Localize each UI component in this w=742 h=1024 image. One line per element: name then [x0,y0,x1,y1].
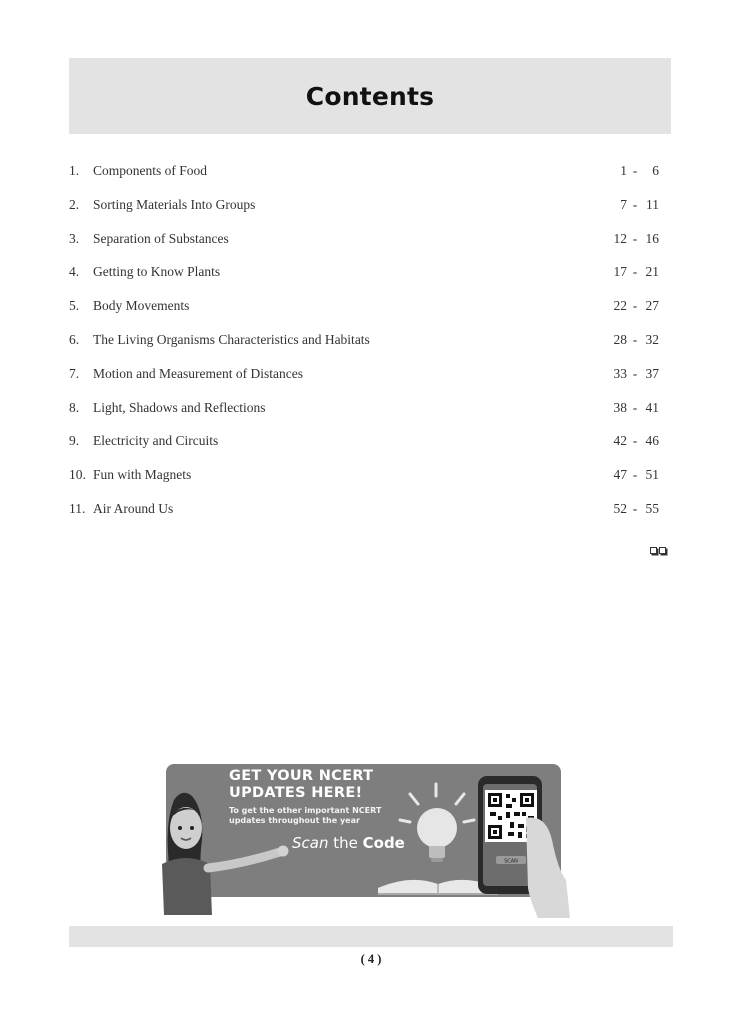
page-title: Contents [305,81,435,111]
hand-icon [526,817,570,918]
banner-headline: GET YOUR NCERT UPDATES HERE! [229,768,374,801]
page-number: ( 4 ) [360,952,382,966]
phone-scan-button: SCAN [504,858,518,865]
page-start: 22 [613,298,627,314]
toc-row[interactable] [69,363,659,397]
page-start: 7 [620,196,627,212]
chapter-title[interactable]: Fun with Magnets [93,467,192,483]
page-range [593,261,659,283]
page-start: 42 [613,433,627,449]
page-end: 27 [645,298,659,314]
chapter-number: 2. [69,196,80,212]
page-end: 51 [645,467,659,483]
chapter-title[interactable]: Sorting Materials Into Groups [93,196,256,212]
contents-header [69,58,671,134]
chapter-number: 7. [69,365,80,381]
banner-subtext: To get the other important NCERT updates throughout the year [229,806,382,825]
chapter-number: 6. [69,331,80,347]
toc-row[interactable] [69,430,659,464]
page-end: 37 [645,365,659,381]
page-start: 33 [613,365,627,381]
page-range [593,194,659,216]
page-range-dash: - [632,500,638,516]
toc-row[interactable] [69,329,659,363]
page-range-dash: - [632,433,638,449]
chapter-number: 5. [69,298,80,314]
toc-row[interactable] [69,261,659,295]
toc-row[interactable] [69,160,659,194]
chapter-number: 4. [69,264,80,280]
square-icon [650,547,657,554]
square-icon [659,547,666,554]
page-start: 28 [613,331,627,347]
page-end: 32 [645,331,659,347]
page-range [593,430,659,452]
page-range-dash: - [632,230,638,246]
chapter-number: 1. [69,163,80,178]
chapter-title[interactable]: The Living Organisms Characteristics and Habitats [93,331,370,347]
chapter-title[interactable]: Light, Shadows and Reflections [93,399,266,415]
page-range [593,329,659,351]
chapter-number: 3. [69,230,80,246]
toc-row[interactable] [69,397,659,431]
lightbulb-icon [417,808,457,862]
page-range-dash: - [632,264,638,280]
footer-band [69,926,673,947]
page-range [593,363,659,385]
toc-row[interactable] [69,498,659,532]
page-start: 52 [613,500,627,516]
banner-text [229,768,381,826]
chapter-title[interactable]: Motion and Measurement of Distances [93,365,303,381]
end-mark [650,547,666,554]
toc-row[interactable] [69,295,659,329]
page-start: 17 [613,264,627,280]
chapter-title[interactable]: Body Movements [93,298,190,314]
page-range [593,228,659,250]
page-range-dash: - [632,298,638,314]
page-end: 16 [645,230,659,246]
page-start: 47 [613,467,627,483]
chapter-title[interactable]: Air Around Us [93,500,174,516]
page-end: 11 [646,196,659,212]
page-range-dash: - [632,365,638,381]
page-range-dash: - [632,163,638,178]
page-range [593,295,659,317]
page-range-dash: - [632,467,638,483]
page-end: 46 [645,433,659,449]
chapter-title[interactable]: Separation of Substances [93,230,229,246]
page-range-dash: - [632,399,638,415]
chapter-title[interactable]: Components of Food [93,163,208,178]
toc-row[interactable] [69,464,659,498]
page-range [593,397,659,419]
chapter-number: 8. [69,399,80,415]
page-end: 21 [645,264,659,280]
page-range-dash: - [632,196,638,212]
chapter-number: 10. [69,467,86,483]
page-end: 41 [645,399,659,415]
page-start: 12 [613,230,627,246]
page-end: 55 [645,500,659,516]
page-range [593,498,659,520]
scan-the-code-text: Scan the Code [292,834,405,852]
toc-row[interactable] [69,194,659,228]
page-range [593,464,659,486]
page-range [593,160,659,182]
table-of-contents [69,160,659,532]
page-start: 1 [620,163,627,178]
chapter-number: 9. [69,433,80,449]
phone-qr-illustration [370,770,572,918]
page-range-dash: - [632,331,638,347]
chapter-number: 11. [69,500,86,516]
chapter-title[interactable]: Electricity and Circuits [93,433,219,449]
page-start: 38 [613,399,627,415]
chapter-title[interactable]: Getting to Know Plants [93,264,221,280]
page-end: 6 [652,163,659,178]
toc-row[interactable] [69,228,659,262]
